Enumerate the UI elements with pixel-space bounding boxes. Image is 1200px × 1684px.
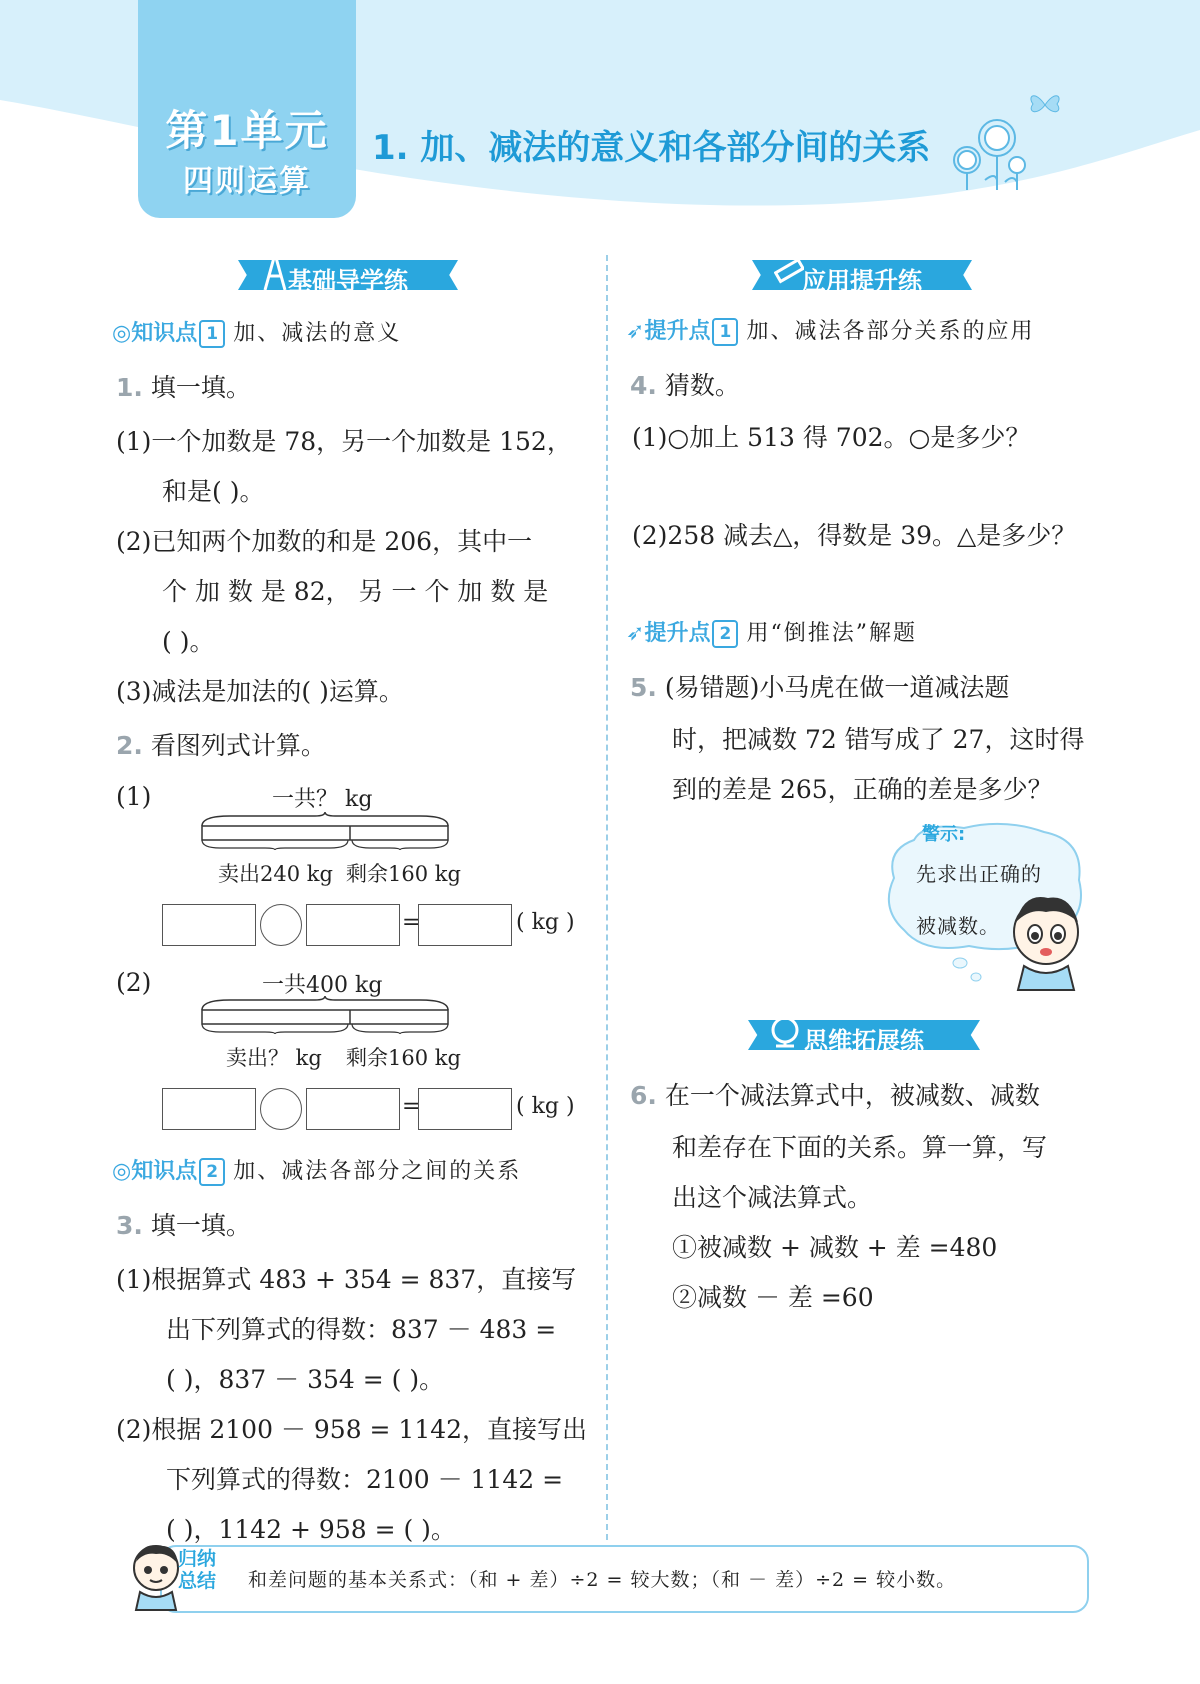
question-number: 6. bbox=[630, 1081, 657, 1110]
rocket-icon: ➶ bbox=[626, 621, 645, 646]
answer-box[interactable] bbox=[162, 904, 256, 946]
q1-part3-line1: (3)减法是加法的( )运算。 bbox=[116, 677, 404, 706]
q5-line3: 到的差是 265，正确的差是多少？ bbox=[672, 775, 1053, 804]
question-4-title bbox=[630, 366, 740, 402]
summary-tag bbox=[178, 1548, 216, 1592]
unit-title: 第1单元 bbox=[165, 106, 329, 155]
diagram-1-label: (1) bbox=[116, 782, 152, 811]
tp-number: 2 bbox=[712, 620, 738, 648]
section-banner-extended bbox=[748, 1016, 980, 1054]
question-2-title bbox=[116, 726, 326, 762]
bubble-tail-dots bbox=[950, 955, 990, 985]
question-title: 猜数。 bbox=[664, 371, 740, 400]
tp-title: 用“倒推法”解题 bbox=[746, 621, 917, 646]
target-icon: ◎ bbox=[112, 1159, 132, 1184]
diagram-1-total-label: 一共？ kg bbox=[272, 787, 373, 812]
tp-tag: 提升点 bbox=[644, 621, 711, 646]
cartoon-kid-icon bbox=[128, 1540, 184, 1612]
kp-tag: 知识点 bbox=[131, 321, 198, 346]
q1-part1-line2: 和是( )。 bbox=[162, 477, 265, 506]
unit-label: ( kg ) bbox=[516, 910, 575, 935]
banner-label: 基础导学练 bbox=[288, 267, 408, 295]
diagram-2-bar bbox=[200, 996, 450, 1034]
q6-condition-2: ②减数 － 差 =60 bbox=[672, 1283, 874, 1312]
unit-label: ( kg ) bbox=[516, 1094, 575, 1119]
diagram-2-label: (2) bbox=[116, 968, 152, 997]
tp-tag: 提升点 bbox=[644, 319, 711, 344]
q5-line2: 时，把减数 72 错写成了 27，这时得 bbox=[672, 725, 1085, 754]
summary-tag-line2: 总结 bbox=[178, 1570, 217, 1592]
diagram-2-right-label: 剩余160 kg bbox=[346, 1046, 461, 1070]
banner-label: 思维拓展练 bbox=[804, 1027, 924, 1055]
kp-title: 加、减法各部分之间的关系 bbox=[233, 1159, 522, 1184]
answer-box[interactable] bbox=[418, 904, 512, 946]
q6-condition-1: ①被减数 + 减数 + 差 =480 bbox=[672, 1233, 998, 1262]
q1-part2-line1: (2)已知两个加数的和是 206，其中一 bbox=[116, 527, 533, 556]
hint-line2: 被减数。 bbox=[916, 914, 1000, 938]
operator-circle[interactable] bbox=[260, 904, 302, 946]
hint-line1: 先求出正确的 bbox=[916, 862, 1042, 886]
hint-label: 警示: bbox=[922, 824, 966, 845]
section-banner-applied bbox=[752, 256, 972, 294]
question-number: 1. bbox=[116, 373, 143, 402]
cartoon-boy-icon bbox=[1004, 888, 1089, 992]
question-title: 填一填。 bbox=[150, 373, 251, 402]
q1-part2-line3: ( )。 bbox=[162, 627, 215, 656]
q3-part2-line3: ( )，1142 + 958 = ( )。 bbox=[166, 1515, 456, 1544]
diagram-1-left-label: 卖出240 kg bbox=[218, 862, 333, 886]
kp-tag: 知识点 bbox=[131, 1159, 198, 1184]
question-title: 看图列式计算。 bbox=[150, 731, 326, 760]
knowledge-point-2 bbox=[112, 1154, 521, 1186]
q5-text: (易错题)小马虎在做一道减法题 bbox=[664, 673, 1010, 702]
unit-subtitle: 四则运算 bbox=[183, 164, 311, 199]
butterfly-icon bbox=[1025, 90, 1065, 120]
kp-number: 1 bbox=[199, 320, 225, 348]
q1-part1-line1: (1)一个加数是 78，另一个加数是 152， bbox=[116, 427, 572, 456]
q5-line1 bbox=[630, 668, 1009, 704]
q6-text: 在一个减法算式中，被减数、减数 bbox=[664, 1081, 1040, 1110]
q4-part1: (1)○加上 513 得 702。○是多少？ bbox=[632, 423, 1031, 452]
diagram-2-left-label: 卖出？ kg bbox=[226, 1046, 322, 1070]
target-icon: ◎ bbox=[112, 321, 132, 346]
lesson-title: 1. 加、减法的意义和各部分间的关系 bbox=[372, 128, 931, 168]
q3-part2-line1: (2)根据 2100 － 958 = 1142，直接写出 bbox=[116, 1415, 588, 1444]
answer-box[interactable] bbox=[306, 904, 400, 946]
column-divider bbox=[606, 255, 608, 1540]
q6-line2: 和差存在下面的关系。算一算，写 bbox=[672, 1133, 1048, 1162]
q6-line3: 出这个减法算式。 bbox=[672, 1183, 873, 1212]
equals-sign: = bbox=[402, 1094, 421, 1119]
q3-part1-line3: ( )，837 － 354 = ( )。 bbox=[166, 1365, 445, 1394]
flower-decoration-icon bbox=[945, 110, 1035, 195]
rocket-icon: ➶ bbox=[626, 319, 645, 344]
q1-part2-line2: 个 加 数 是 82， 另 一 个 加 数 是 bbox=[162, 577, 549, 606]
question-number: 2. bbox=[116, 731, 143, 760]
q3-part2-line2: 下列算式的得数：2100 － 1142 = bbox=[166, 1465, 564, 1494]
q6-line1 bbox=[630, 1076, 1040, 1112]
answer-box[interactable] bbox=[306, 1088, 400, 1130]
question-number: 5. bbox=[630, 673, 657, 702]
answer-box[interactable] bbox=[418, 1088, 512, 1130]
q3-part1-line2: 出下列算式的得数：837 － 483 = bbox=[166, 1315, 557, 1344]
q3-part1-line1: (1)根据算式 483 + 354 = 837，直接写 bbox=[116, 1265, 577, 1294]
question-number: 4. bbox=[630, 371, 657, 400]
banner-label: 应用提升练 bbox=[802, 267, 922, 295]
q4-part2: (2)258 减去△，得数是 39。△是多少？ bbox=[632, 521, 1077, 550]
tp-number: 1 bbox=[712, 318, 738, 346]
summary-text: 和差问题的基本关系式：（和 + 差）÷2 = 较大数；（和 － 差）÷2 = 较小数。 bbox=[248, 1569, 957, 1591]
tp-title: 加、减法各部分关系的应用 bbox=[746, 319, 1035, 344]
answer-box[interactable] bbox=[162, 1088, 256, 1130]
question-1-title bbox=[116, 368, 251, 404]
kp-title: 加、减法的意义 bbox=[233, 321, 402, 346]
improvement-point-2 bbox=[626, 616, 917, 648]
section-banner-basic bbox=[238, 256, 458, 294]
question-3-title bbox=[116, 1206, 251, 1242]
question-number: 3. bbox=[116, 1211, 143, 1240]
operator-circle[interactable] bbox=[260, 1088, 302, 1130]
diagram-1-bar bbox=[200, 812, 450, 850]
equals-sign: = bbox=[402, 910, 421, 935]
question-title: 填一填。 bbox=[150, 1211, 251, 1240]
diagram-1-right-label: 剩余160 kg bbox=[346, 862, 461, 886]
diagram-2-total-label: 一共400 kg bbox=[262, 973, 383, 998]
knowledge-point-1 bbox=[112, 316, 401, 348]
summary-tag-line1: 归纳 bbox=[178, 1548, 217, 1570]
improvement-point-1 bbox=[626, 314, 1034, 346]
kp-number: 2 bbox=[199, 1158, 225, 1186]
